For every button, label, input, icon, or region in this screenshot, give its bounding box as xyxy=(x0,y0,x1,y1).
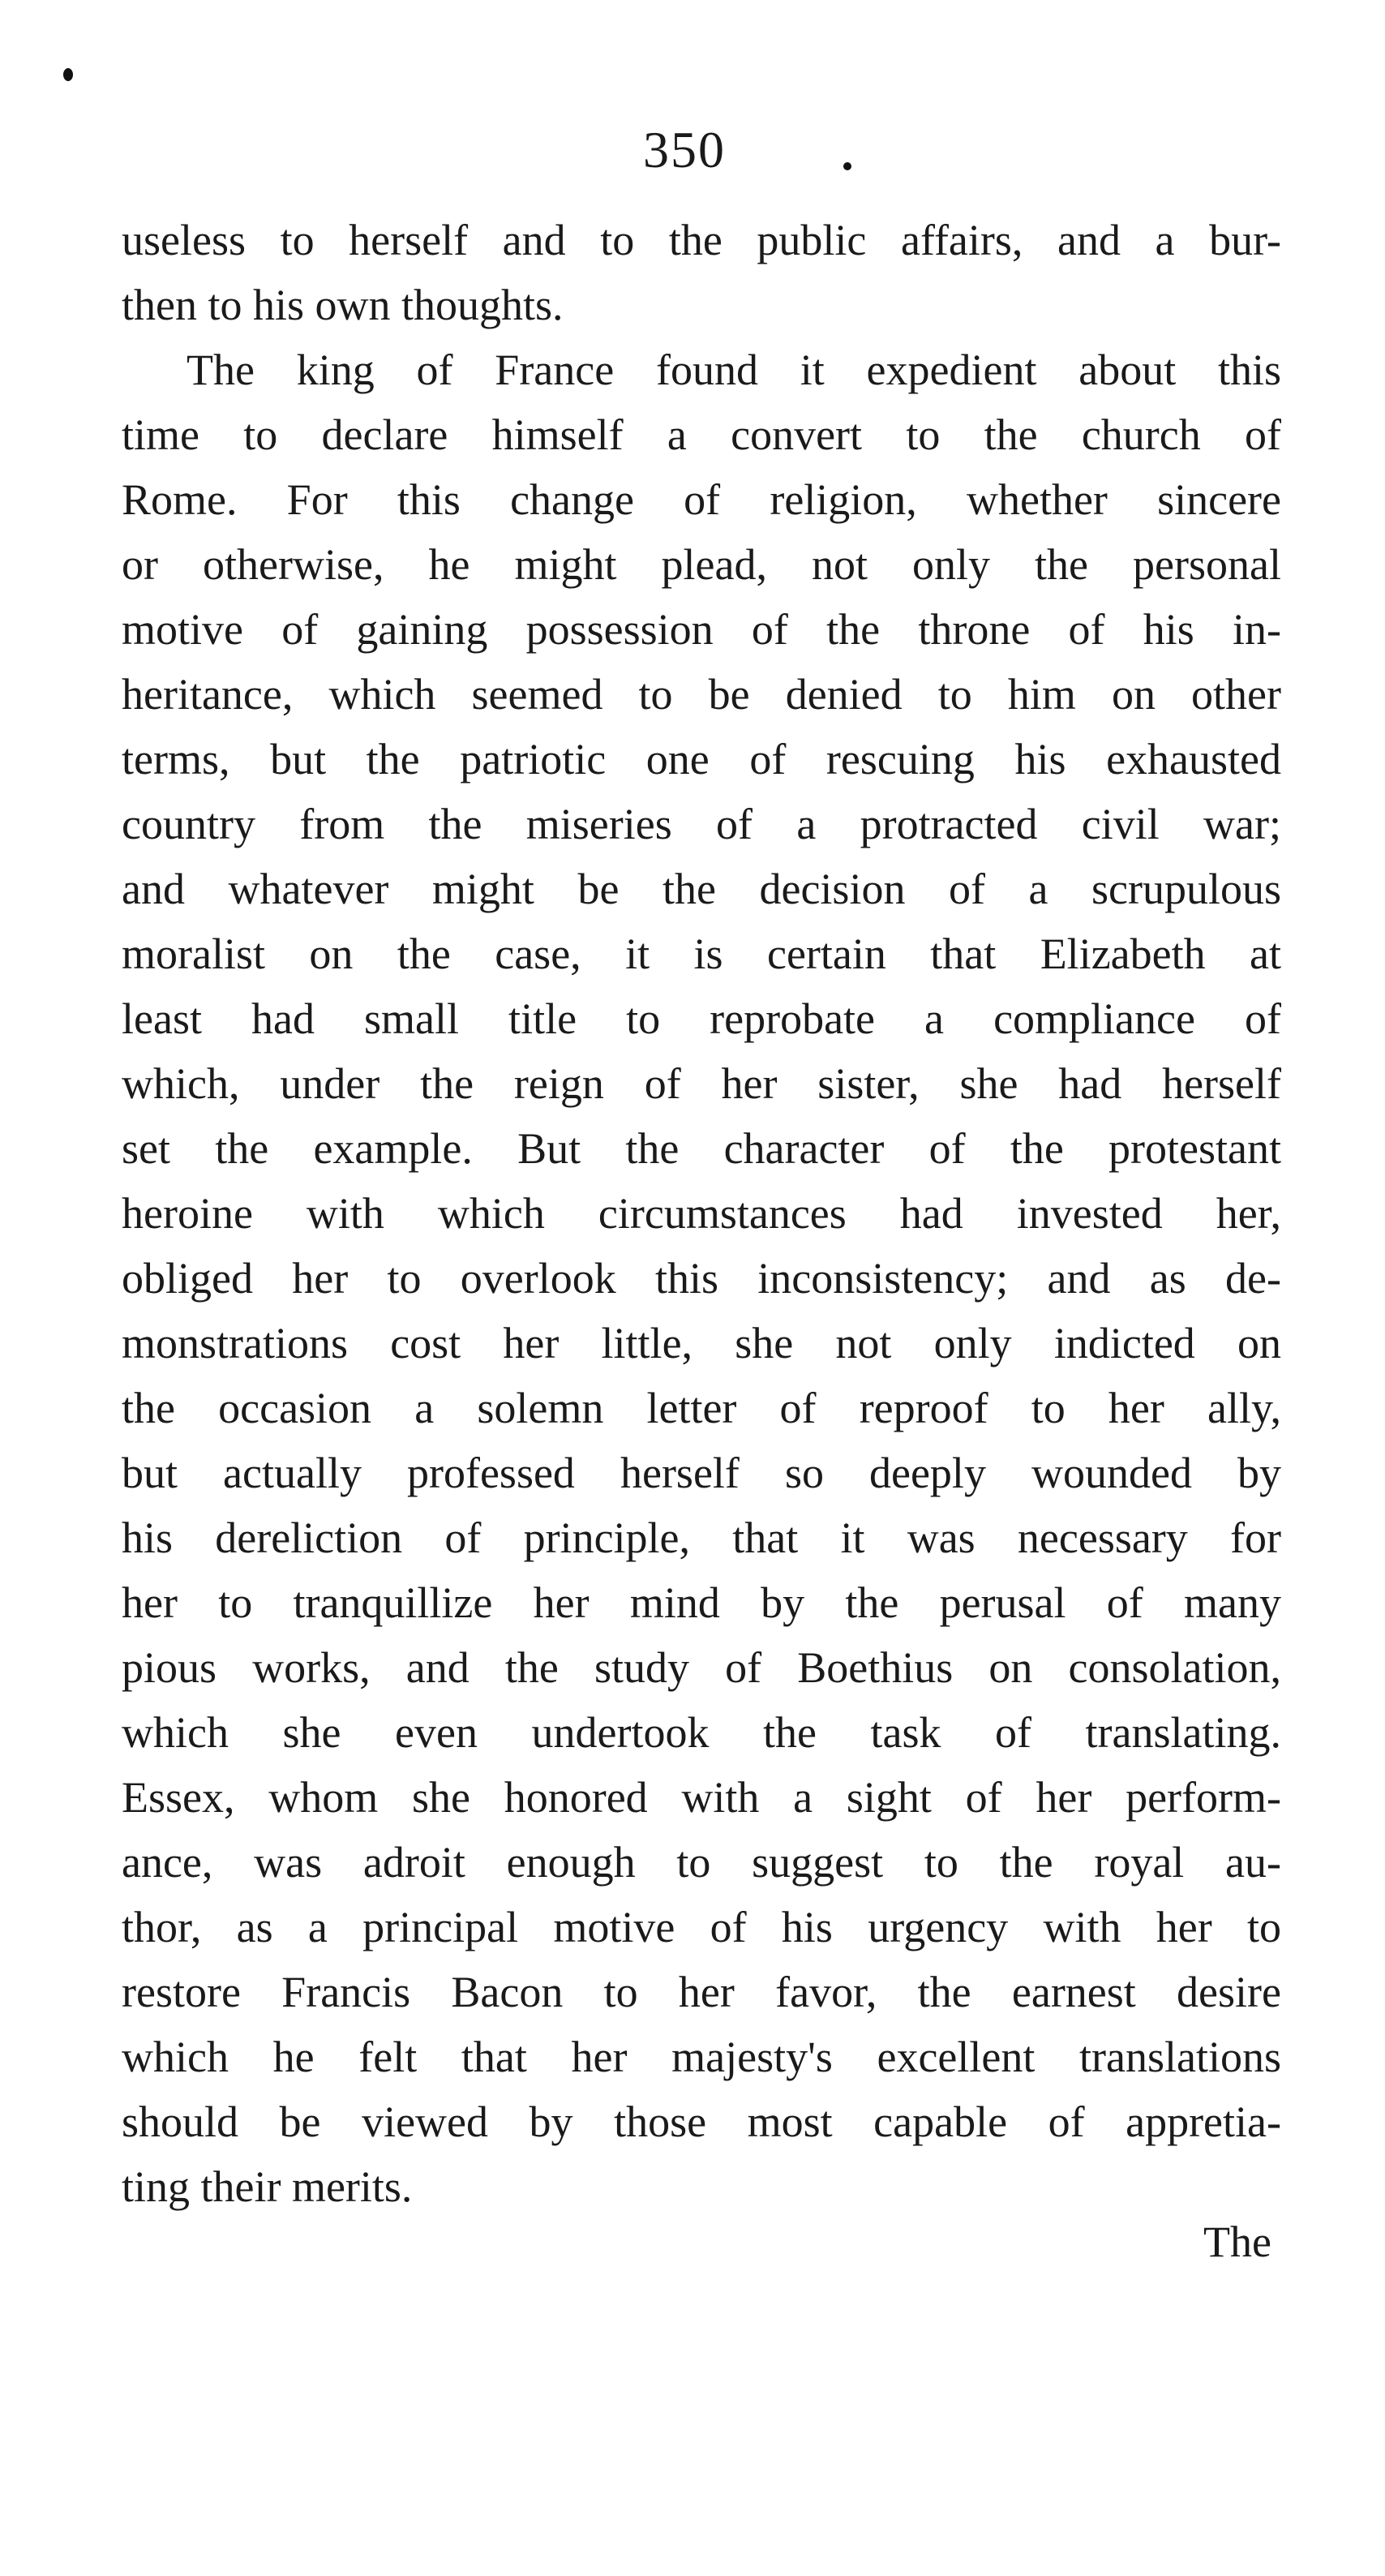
text-line: ance, was adroit enough to suggest to the royal au- xyxy=(122,1838,1281,1887)
text-line: or otherwise, he might plead, not only the personal xyxy=(122,540,1281,589)
text-line: his dereliction of principle, that it was necessary for xyxy=(122,1513,1281,1562)
catchword: The xyxy=(1203,2218,1271,2266)
text-line: which, under the reign of her sister, she had herself xyxy=(122,1059,1281,1108)
text-line: Essex, whom she honored with a sight of her perform- xyxy=(122,1773,1281,1822)
page-number-text: 350 xyxy=(643,121,726,178)
text-line: and whatever might be the decision of a scrupulous xyxy=(122,865,1281,913)
text-line: should be viewed by those most capable of appretia- xyxy=(122,2097,1281,2146)
body-text xyxy=(122,208,1281,2219)
text-line: country from the miseries of a protracted civil war; xyxy=(122,800,1281,848)
text-line: time to declare himself a convert to the church of xyxy=(122,410,1281,459)
text-line: moralist on the case, it is certain that Elizabeth at xyxy=(122,930,1281,978)
text-line: Rome. For this change of religion, whether sincere xyxy=(122,475,1281,524)
text-line: terms, but the patriotic one of rescuing his exhausted xyxy=(122,735,1281,784)
text-line: heritance, which seemed to be denied to him on other xyxy=(122,670,1281,719)
text-line: motive of gaining possession of the throne of his in- xyxy=(122,605,1281,654)
page-number xyxy=(0,120,1385,180)
text-line: but actually professed herself so deeply wounded by xyxy=(122,1449,1281,1497)
text-line: which he felt that her majesty's excellent translations xyxy=(122,2033,1281,2081)
text-line: set the example. But the character of the protestant xyxy=(122,1124,1281,1173)
ink-speck xyxy=(63,68,73,81)
text-line: her to tranquillize her mind by the perusal of many xyxy=(122,1578,1281,1627)
text-line: then to his own thoughts. xyxy=(122,281,564,329)
text-line: which she even undertook the task of translating. xyxy=(122,1708,1281,1757)
text-line: heroine with which circumstances had invested her, xyxy=(122,1189,1281,1238)
text-line: thor, as a principal motive of his urgency with her to xyxy=(122,1903,1281,1951)
text-line: least had small title to reprobate a compliance of xyxy=(122,994,1281,1043)
paragraph-start-line: The king of France found it expedient about this xyxy=(187,346,1281,394)
text-line: obliged her to overlook this inconsistency; and as de- xyxy=(122,1254,1281,1303)
text-line: pious works, and the study of Boethius on consolation, xyxy=(122,1643,1281,1692)
text-line: restore Francis Bacon to her favor, the earnest desire xyxy=(122,1968,1281,2016)
text-line: monstrations cost her little, she not only indicted on xyxy=(122,1319,1281,1367)
text-line: useless to herself and to the public affairs, and a bur- xyxy=(122,216,1281,264)
text-line: ting their merits. xyxy=(122,2162,413,2211)
text-line: the occasion a solemn letter of reproof to her ally, xyxy=(122,1384,1281,1432)
